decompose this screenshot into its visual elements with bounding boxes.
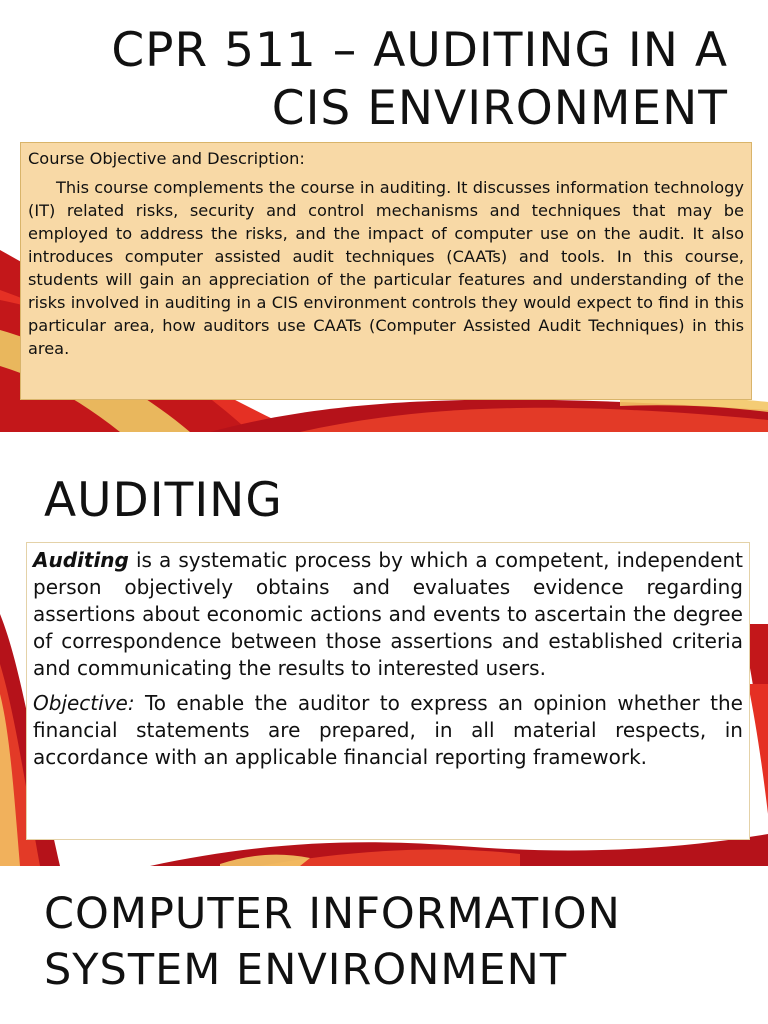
slide-cis-environment xyxy=(0,868,768,1024)
title-line-2: SYSTEM ENVIRONMENT xyxy=(44,945,568,995)
auditing-definition-box xyxy=(26,542,750,840)
section-title xyxy=(44,886,621,998)
course-description-text: This course complements the course in auditing. It discusses information technology (IT) related risks, security and control mechanisms and techniques that may be employed to address the risks, and the impact of computer use on the audit. It also introduces computer assisted audit techniques (CAATs) and tools. In this course, students will gain an appreciation of the particular features and understanding of the risks involved in auditing in a CIS environment controls they would expect to find in this particular area, how auditors use CAATs (Computer Assisted Audit Techniques) in this area. xyxy=(28,178,744,358)
auditing-definition xyxy=(33,547,743,682)
objective-label: Objective: xyxy=(33,691,135,715)
title-line-2: CIS ENVIRONMENT xyxy=(271,81,728,136)
title-line-1: CPR 511 – AUDITING IN A xyxy=(111,23,728,78)
slide-title xyxy=(111,22,728,138)
title-line-1: COMPUTER INFORMATION xyxy=(44,889,621,939)
course-objective-heading: Course Objective and Description: xyxy=(28,149,305,168)
auditing-objective xyxy=(33,690,743,771)
objective-text: To enable the auditor to express an opinion whether the financial statements are prepared, in all material respects, in accordance with an applicable financial reporting framework. xyxy=(33,691,743,769)
definition-text: is a systematic process by which a competent, independent person objectively obtains and evaluates evidence regarding assertions about economic actions and events to ascertain the degree of correspondence between those assertions and established criteria and communicating the results to interested users. xyxy=(33,548,743,680)
course-objective-box xyxy=(20,142,752,400)
definition-term: Auditing xyxy=(33,548,129,572)
slide-course-title xyxy=(0,0,768,432)
section-title: AUDITING xyxy=(44,473,283,528)
slide-auditing xyxy=(0,434,768,866)
